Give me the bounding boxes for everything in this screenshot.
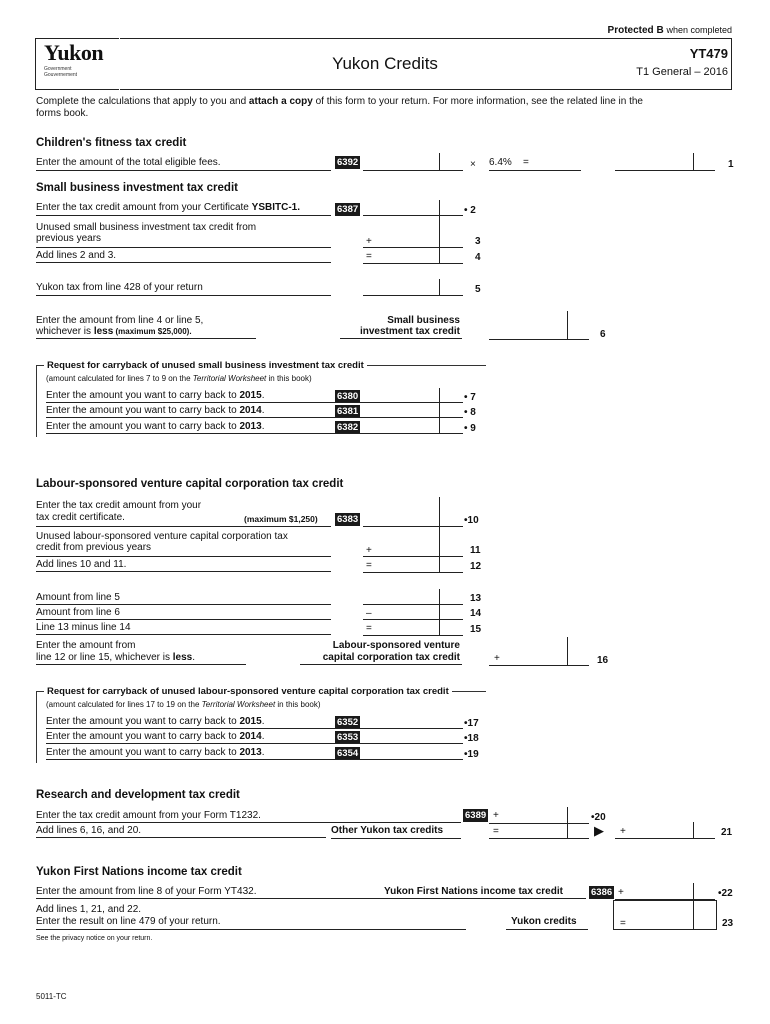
line23-total-box[interactable] [613, 900, 717, 930]
lab-carryback-sub: (amount calculated for lines 17 to 19 on the Territorial Worksheet in this book) [46, 700, 321, 709]
line3-label: Unused small business investment tax credit from previous years [36, 222, 257, 244]
lab-2013-input[interactable] [363, 745, 463, 759]
line11-plus: + [366, 545, 372, 556]
sb-row-2014: Enter the amount you want to carry back to 2014. [46, 405, 265, 416]
line1-fees-input[interactable] [363, 153, 439, 170]
line-no-8: • 8 [464, 407, 476, 418]
page-title: Yukon Credits [332, 54, 438, 73]
line-no-17: •17 [464, 718, 479, 729]
line4-eq: = [366, 251, 372, 262]
multiply-sign: × [470, 159, 476, 170]
line-no-13: 13 [470, 593, 482, 604]
line-no-20: •20 [591, 812, 606, 823]
labour-heading: Labour-sponsored venture capital corporation tax credit [36, 478, 344, 490]
line14-label: Amount from line 6 [36, 607, 120, 618]
code-6381: 6381 [337, 406, 359, 417]
line23-eq: = [620, 918, 626, 929]
code-6382: 6382 [337, 422, 359, 433]
line12-input[interactable] [363, 557, 439, 572]
line-no-12: 12 [470, 561, 482, 572]
line-no-6: 6 [600, 329, 606, 340]
line-no-11: 11 [470, 545, 481, 556]
code-6354: 6354 [337, 748, 359, 759]
privacy-notice: See the privacy notice on your return. [36, 935, 153, 942]
line3-input[interactable] [363, 231, 439, 247]
line-no-3: 3 [475, 236, 481, 247]
line12-label: Add lines 10 and 11. [36, 559, 127, 570]
footer-form-code: 5011-TC [36, 992, 67, 1001]
line-no-5: 5 [475, 284, 481, 295]
line1-label: Enter the amount of the total eligible fees. [36, 157, 221, 168]
line21-right-label: Other Yukon tax credits [331, 825, 444, 836]
line4-label: Add lines 2 and 3. [36, 250, 117, 261]
line22-right-label: Yukon First Nations income tax credit [384, 886, 563, 897]
fitness-eq: = [523, 157, 529, 168]
line14-minus: – [366, 608, 372, 619]
code-6383: 6383 [337, 514, 359, 525]
arrow-right-icon: ▶ [594, 823, 604, 838]
code-6353: 6353 [337, 732, 359, 743]
line16-label: Enter the amount from line 12 or line 15, whichever is less. [36, 640, 195, 663]
line11-input[interactable] [363, 527, 439, 556]
lab-row-2013: Enter the amount you want to carry back to 2013. [46, 747, 265, 758]
logo-wordmark: Yukon [44, 40, 104, 65]
protected-strong: Protected B [607, 25, 664, 36]
sb-row-2015: Enter the amount you want to carry back to 2015. [46, 390, 265, 401]
line3-plus: + [366, 236, 372, 247]
line12-eq: = [366, 560, 372, 571]
line2-label: Enter the tax credit amount from your Certificate YSBITC-1. [36, 202, 300, 213]
line15-input[interactable] [363, 620, 439, 635]
line20-plus: + [493, 810, 499, 821]
line16-input[interactable] [489, 637, 567, 665]
sb-carryback-sub: (amount calculated for lines 7 to 9 on the Territorial Worksheet in this book) [46, 374, 312, 383]
line-no-7: • 7 [464, 392, 476, 403]
lab-2014-input[interactable] [363, 729, 463, 743]
line21-eq: = [493, 826, 499, 837]
line23-right-label: Yukon credits [511, 916, 577, 927]
line6-label: Enter the amount from line 4 or line 5, whichever is less (maximum $25,000). [36, 315, 204, 337]
line-no-21: 21 [721, 827, 733, 838]
sb-2014-input[interactable] [363, 403, 463, 417]
protected-label [608, 25, 732, 36]
line-no-15: 15 [470, 624, 482, 635]
line-no-16: 16 [597, 655, 609, 666]
line-no-22: •22 [718, 888, 733, 899]
line-no-18: •18 [464, 733, 479, 744]
lab-2015-input[interactable] [363, 714, 463, 728]
line10-max: (maximum $1,250) [244, 514, 318, 524]
line-no-19: •19 [464, 749, 479, 760]
code-6387: 6387 [337, 204, 359, 215]
code-6386: 6386 [591, 887, 613, 898]
line15-label: Line 13 minus line 14 [36, 622, 131, 633]
code-6352: 6352 [337, 717, 359, 728]
form-code: YT479 [689, 46, 728, 61]
line5-label: Yukon tax from line 428 of your return [36, 282, 203, 293]
lab-row-2015: Enter the amount you want to carry back to 2015. [46, 716, 265, 727]
lab-row-2014: Enter the amount you want to carry back to 2014. [46, 731, 265, 742]
line22-label: Enter the amount from line 8 of your Form YT432. [36, 886, 257, 897]
line11-label: Unused labour-sponsored venture capital corporation tax credit from previous years [36, 531, 288, 553]
line20-input[interactable] [489, 807, 567, 823]
line5-input[interactable] [363, 279, 439, 295]
protected-rest: when completed [666, 25, 732, 35]
line4-input[interactable] [363, 248, 439, 263]
logo-sub-1: Government [44, 66, 72, 72]
line16-right-label: Labour-sponsored venture capital corporation tax credit [322, 640, 460, 663]
line22-input[interactable] [615, 883, 693, 899]
sb-row-2013: Enter the amount you want to carry back to 2013. [46, 421, 265, 432]
line6-right-label: Small business investment tax credit [359, 315, 460, 337]
line23-label: Add lines 1, 21, and 22. Enter the result on line 479 of your return. [36, 904, 221, 927]
logo-sub-2: Gouvernement [44, 72, 78, 78]
sb-carryback-title: Request for carryback of unused small business investment tax credit [44, 360, 367, 371]
line13-input[interactable] [363, 589, 439, 604]
first-nations-heading: Yukon First Nations income tax credit [36, 866, 242, 878]
line-no-14: 14 [470, 608, 482, 619]
fitness-rate: 6.4% [489, 157, 512, 168]
code-6389: 6389 [465, 810, 487, 821]
line15-eq: = [366, 623, 372, 634]
line21-input[interactable] [615, 822, 693, 838]
line2-input[interactable] [363, 200, 439, 216]
line-no-10: •10 [464, 515, 479, 526]
research-heading: Research and development tax credit [36, 789, 240, 801]
line21-plus: + [620, 826, 626, 837]
line16-plus: + [494, 653, 500, 664]
line13-label: Amount from line 5 [36, 592, 120, 603]
sb-2013-input[interactable] [363, 419, 463, 433]
line-no-2: • 2 [464, 205, 476, 216]
line-no-9: • 9 [464, 423, 476, 434]
line10-input[interactable] [363, 497, 439, 526]
form-subtitle: T1 General – 2016 [636, 66, 728, 78]
line20-label: Enter the tax credit amount from your Form T1232. [36, 810, 261, 821]
line22-plus: + [618, 887, 624, 898]
line21-sum-input[interactable] [489, 824, 567, 838]
intro-text: Complete the calculations that apply to you and attach a copy of this form to your return. For more information, see the related line in the forms book. [36, 96, 643, 119]
line1-result-input[interactable] [615, 153, 693, 170]
line10-label: Enter the tax credit amount from your tax credit certificate. [36, 500, 202, 523]
line-no-23: 23 [722, 918, 734, 929]
code-6380: 6380 [337, 391, 359, 402]
line-no-4: 4 [475, 252, 481, 263]
fitness-heading: Children's fitness tax credit [36, 137, 187, 149]
line-no-1: 1 [728, 159, 734, 170]
sb-2015-input[interactable] [363, 388, 463, 402]
line14-input[interactable] [363, 605, 439, 619]
line6-input[interactable] [489, 311, 567, 339]
lab-carryback-title: Request for carryback of unused labour-sponsored venture capital corporation tax credit [44, 686, 452, 697]
line21-label: Add lines 6, 16, and 20. [36, 825, 142, 836]
code-6392: 6392 [337, 157, 359, 168]
small-business-heading: Small business investment tax credit [36, 182, 238, 194]
